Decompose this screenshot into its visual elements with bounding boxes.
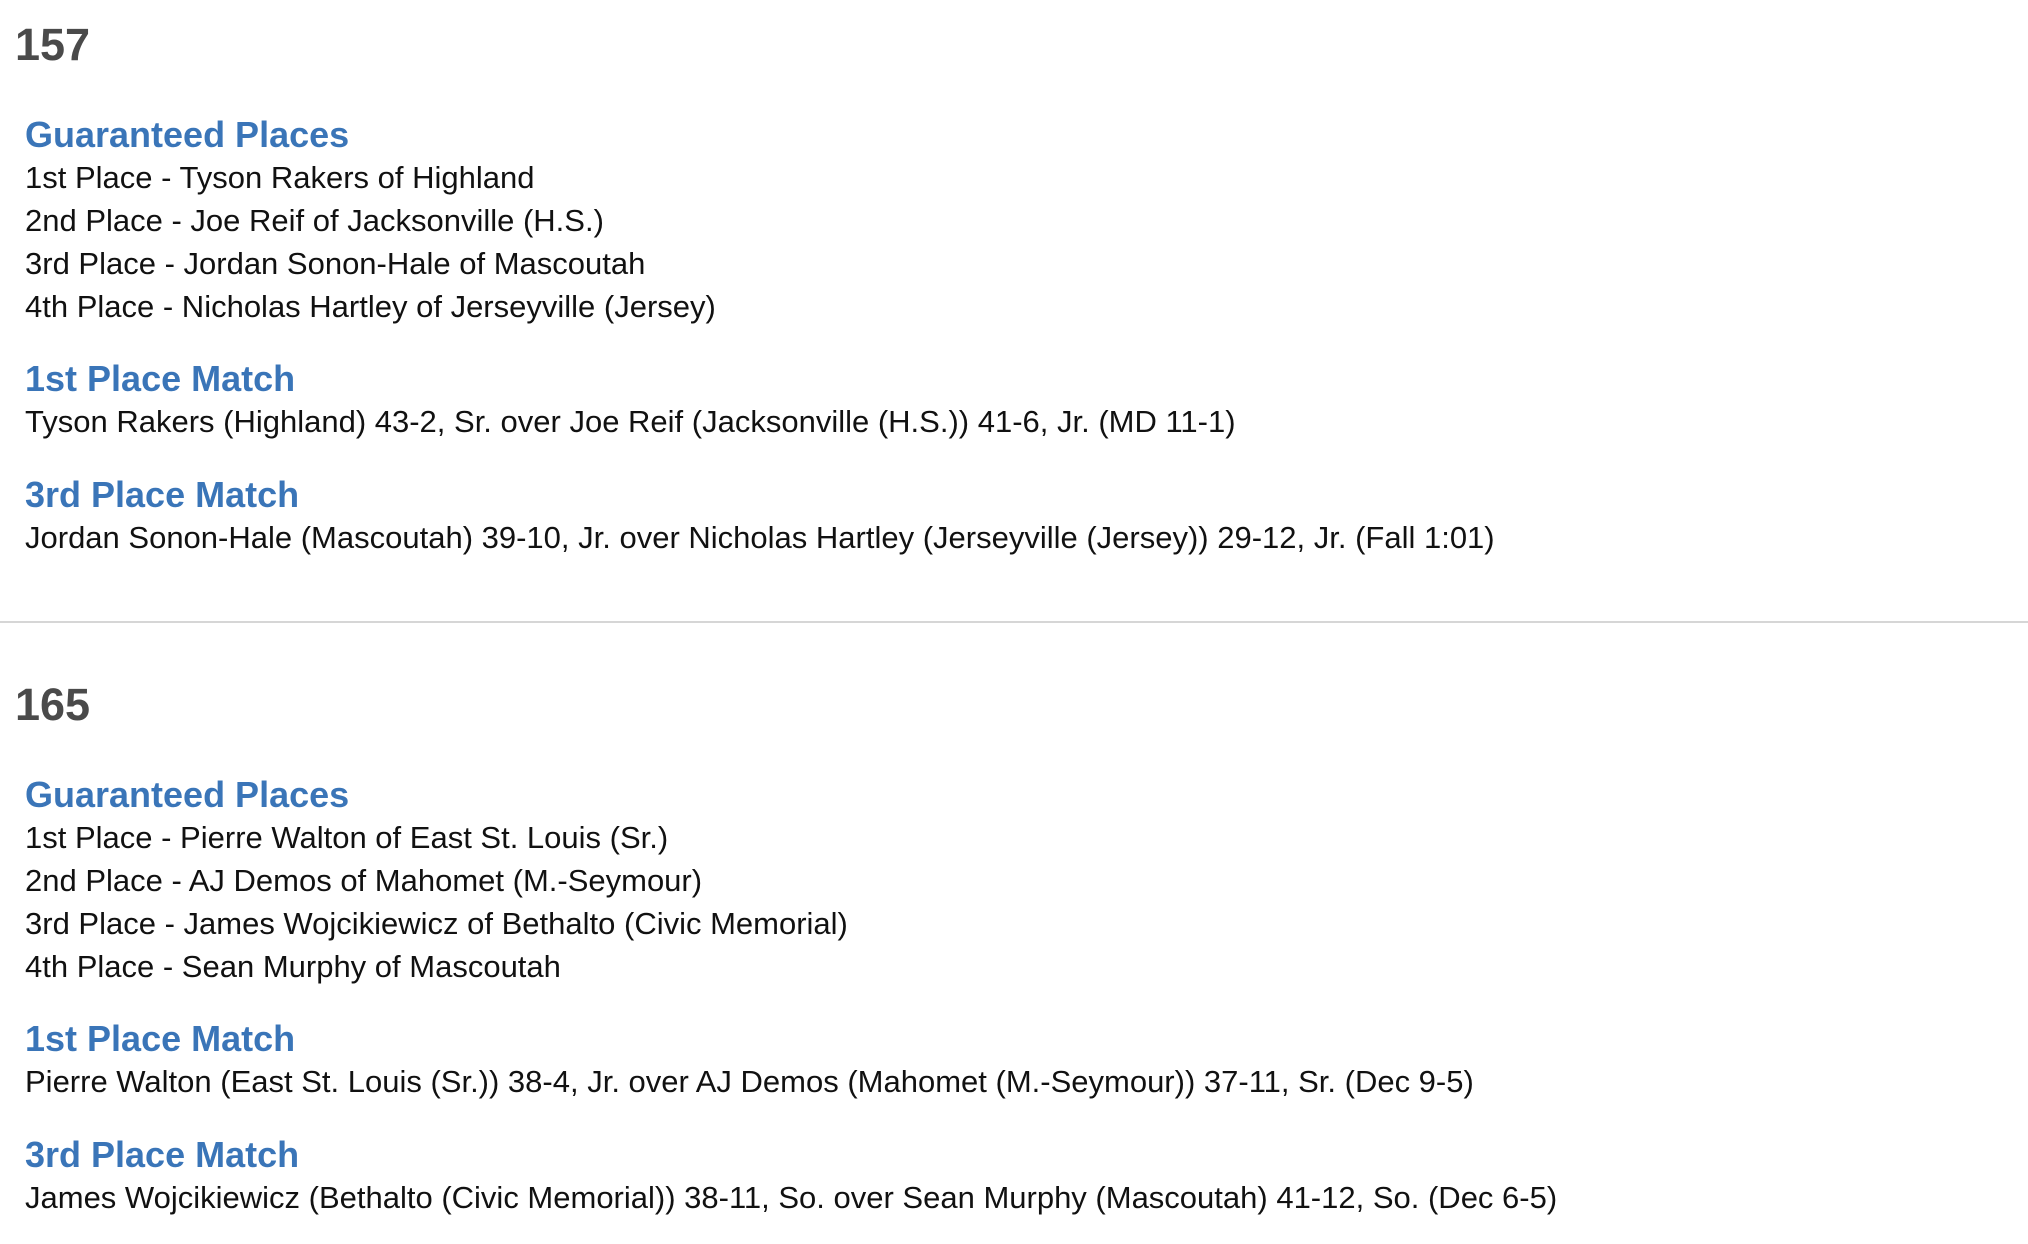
- place-item: 1st Place - Tyson Rakers of Highland: [25, 160, 535, 195]
- first-place-match-heading: 1st Place Match: [25, 358, 296, 399]
- place-item: 3rd Place - Jordan Sonon-Hale of Mascoutah: [25, 246, 646, 281]
- guaranteed-places: [25, 774, 848, 988]
- place-item: 2nd Place - Joe Reif of Jacksonville (H.S.): [25, 203, 604, 238]
- weight-class-157: [0, 0, 2028, 620]
- place-item: 4th Place - Nicholas Hartley of Jerseyville (Jersey): [25, 289, 716, 324]
- third-place-match-heading: 3rd Place Match: [25, 474, 300, 515]
- guaranteed-places-heading: Guaranteed Places: [25, 114, 350, 155]
- guaranteed-places-heading: Guaranteed Places: [25, 774, 350, 815]
- section-divider: [0, 621, 2028, 623]
- third-place-match-heading: 3rd Place Match: [25, 1134, 300, 1175]
- weight-class-165: [0, 660, 2028, 1244]
- first-place-match: [25, 1018, 1474, 1103]
- place-item: 2nd Place - AJ Demos of Mahomet (M.-Seymour): [25, 863, 703, 898]
- guaranteed-places: [25, 114, 716, 328]
- place-item: 3rd Place - James Wojcikiewicz of Bethalto (Civic Memorial): [25, 906, 848, 941]
- weight-class-title: 157: [15, 19, 91, 70]
- match-result: James Wojcikiewicz (Bethalto (Civic Memorial)) 38-11, So. over Sean Murphy (Mascoutah) 41-12, So. (Dec 6-5): [25, 1180, 1558, 1215]
- place-item: 4th Place - Sean Murphy of Mascoutah: [25, 949, 561, 984]
- first-place-match-heading: 1st Place Match: [25, 1018, 296, 1059]
- weight-class-title: 165: [15, 679, 91, 730]
- match-result: Jordan Sonon-Hale (Mascoutah) 39-10, Jr. over Nicholas Hartley (Jerseyville (Jersey)) 29-12, Jr. (Fall 1:01): [25, 520, 1495, 555]
- match-result: Pierre Walton (East St. Louis (Sr.)) 38-4, Jr. over AJ Demos (Mahomet (M.-Seymour)) 37-11, Sr. (Dec 9-5): [25, 1064, 1474, 1099]
- place-item: 1st Place - Pierre Walton of East St. Louis (Sr.): [25, 820, 669, 855]
- third-place-match: [25, 1134, 1557, 1219]
- match-result: Tyson Rakers (Highland) 43-2, Sr. over Joe Reif (Jacksonville (H.S.)) 41-6, Jr. (MD 11-1): [25, 404, 1236, 439]
- third-place-match: [25, 474, 1495, 559]
- first-place-match: [25, 358, 1236, 443]
